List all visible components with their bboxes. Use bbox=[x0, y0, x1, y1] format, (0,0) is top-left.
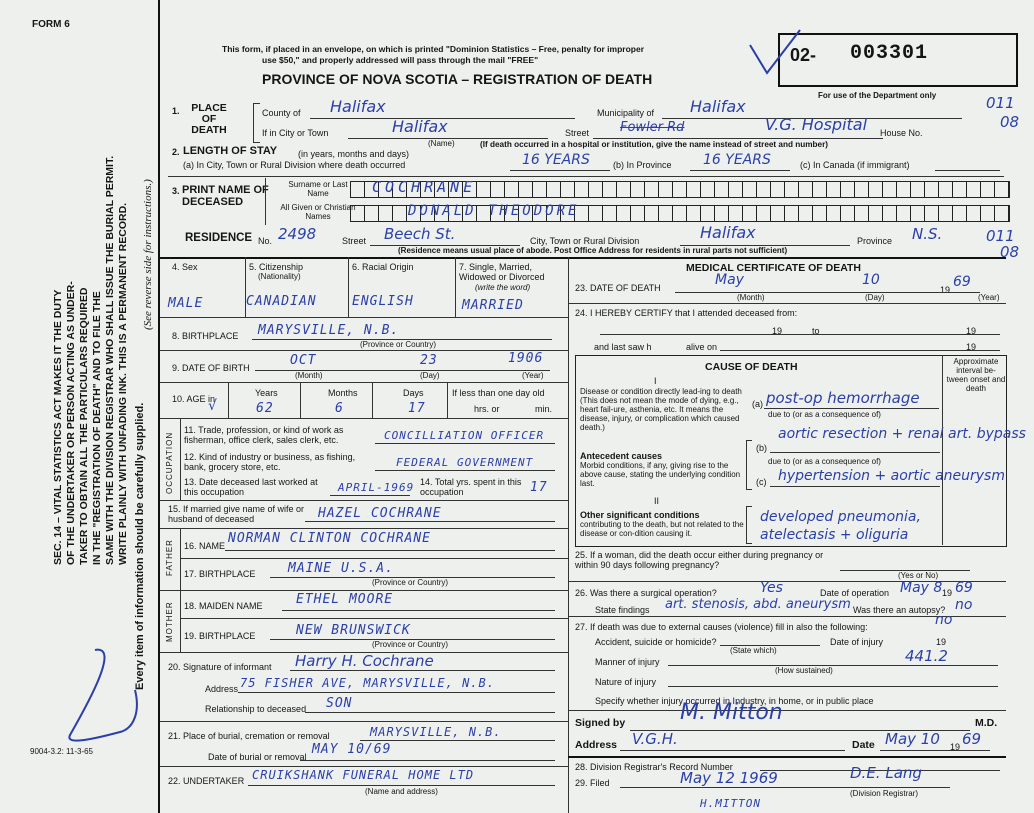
injury-year-prefix: 19 bbox=[936, 637, 947, 647]
department-use-label: For use of the Department only bbox=[818, 91, 937, 100]
father-section-label: FATHER bbox=[165, 539, 174, 576]
hospital-note: (If death occurred in a hospital or institution, give the name instead of street and number) bbox=[480, 140, 829, 149]
relationship-value: SON bbox=[326, 696, 353, 711]
marital-sub: (write the word) bbox=[475, 283, 531, 292]
other-conditions-value: developed pneumonia, atelectasis + oliguria bbox=[760, 509, 921, 543]
age-months-label: Months bbox=[328, 388, 358, 398]
birthplace-caption: (Province or Country) bbox=[360, 340, 437, 349]
margin-code-2: 08 bbox=[1000, 113, 1020, 131]
municipality-value: Halifax bbox=[690, 97, 746, 116]
findings-label: State findings bbox=[595, 605, 650, 615]
dob-label: 9. DATE OF BIRTH bbox=[172, 363, 250, 373]
stay-number: 2. bbox=[172, 147, 180, 157]
dod-label: 23. DATE OF DEATH bbox=[575, 283, 661, 293]
part-two-numeral: II bbox=[654, 496, 660, 506]
last-worked-label: 13. Date deceased last worked at this occupation bbox=[184, 477, 318, 497]
stay-a-value: 16 YEARS bbox=[522, 152, 590, 168]
residence-no-label: No. bbox=[258, 236, 273, 246]
form-title: PROVINCE OF NOVA SCOTIA – REGISTRATION OF DEATH bbox=[262, 71, 653, 87]
residence-province-value: N.S. bbox=[912, 225, 943, 243]
direct-cause-label: Disease or condition directly lead-ing to death (This does not mean the mode of dying, e.g., heart fail-ure, asthenia, etc. It means the disease, injury, or complication which caused death.) bbox=[580, 387, 742, 432]
cause-b-label: (b) bbox=[756, 443, 767, 453]
residence-label: RESIDENCE bbox=[185, 232, 253, 244]
name-caption: (Name) bbox=[428, 139, 455, 148]
mother-birthplace-caption: (Province or Country) bbox=[372, 640, 449, 649]
filed-date-value: May 12 1969 bbox=[680, 769, 778, 787]
surname-label: Surname or Last Name bbox=[288, 180, 348, 198]
physician-address-value: V.G.H. bbox=[632, 730, 678, 748]
hrs-label: hrs. or bbox=[474, 404, 500, 414]
findings-value: art. stenosis, abd. aneurysm bbox=[665, 597, 851, 612]
age-label: 10. AGE in bbox=[172, 394, 216, 404]
mother-birthplace-value: NEW BRUNSWICK bbox=[296, 623, 411, 638]
age-years-value: 62 bbox=[256, 401, 274, 416]
last-saw-19: 19 bbox=[966, 342, 977, 352]
dob-month-caption: (Month) bbox=[295, 371, 323, 380]
birthplace-value: MARYSVILLE, N.B. bbox=[258, 323, 400, 338]
dod-day: 10 bbox=[862, 272, 880, 288]
residence-street-label: Street bbox=[342, 236, 367, 246]
trade-value: CONCILLIATION OFFICER bbox=[384, 429, 545, 442]
other-conditions-desc: contributing to the death, but not related to the disease or con-dition causing it. bbox=[580, 520, 744, 538]
residence-no-value: 2498 bbox=[278, 225, 317, 243]
yes-no-caption: (Yes or No) bbox=[898, 571, 939, 580]
age-days-label: Days bbox=[403, 388, 424, 398]
stay-b-value: 16 YEARS bbox=[703, 152, 771, 168]
due-to-2: due to (or as a consequence of) bbox=[768, 457, 881, 466]
interval-label: Approximate interval be-tween onset and death bbox=[946, 357, 1006, 393]
father-birthplace-label: 17. BIRTHPLACE bbox=[184, 569, 256, 579]
state-which-caption: (State which) bbox=[730, 646, 777, 655]
margin-code-3: 011 bbox=[986, 227, 1015, 245]
length-of-stay-hint: (in years, months and days) bbox=[298, 149, 410, 159]
mother-section-label: MOTHER bbox=[165, 601, 174, 642]
alive-on-label: alive on bbox=[686, 342, 718, 352]
dod-year: 69 bbox=[953, 274, 971, 290]
undertaker-caption: (Name and address) bbox=[365, 787, 438, 796]
op-year-prefix: 19 bbox=[942, 588, 953, 598]
registrar-signature: D.E. Lang bbox=[850, 764, 922, 782]
cause-a-value: post-op hemorrhage bbox=[766, 389, 920, 407]
burial-place-label: 21. Place of burial, cremation or removal bbox=[168, 731, 330, 741]
stay-c-label: (c) In Canada (if immigrant) bbox=[800, 160, 910, 170]
marital-label: 7. Single, Married, Widowed or Divorced bbox=[459, 262, 545, 282]
racial-value: ENGLISH bbox=[352, 294, 414, 309]
place-number: 1. bbox=[172, 106, 180, 116]
physician-signature: M. Mitton bbox=[680, 700, 783, 725]
mother-maiden-label: 18. MAIDEN NAME bbox=[184, 601, 263, 611]
burial-date-label: Date of burial or removal bbox=[208, 752, 307, 762]
pregnancy-question: 25. If a woman, did the death occur either during pregnancy or within 90 days following pregnancy? bbox=[575, 550, 824, 570]
md-label: M.D. bbox=[975, 717, 998, 729]
cause-c-value: hypertension + aortic aneurysm bbox=[778, 468, 1005, 484]
city-town-label: If in City or Town bbox=[262, 128, 329, 138]
father-name-value: NORMAN CLINTON COCHRANE bbox=[228, 531, 432, 546]
city-town-value: Halifax bbox=[392, 117, 448, 136]
given-names-label: All Given or Christian Names bbox=[280, 203, 356, 221]
spouse-label: 15. If married give name of wife or husband of deceased bbox=[168, 504, 305, 524]
dob-day: 23 bbox=[420, 353, 438, 368]
mother-maiden-value: ETHEL MOORE bbox=[296, 592, 394, 607]
record-number-label: 28. Division Registrar's Record Number bbox=[575, 762, 733, 772]
bottom-handwritten-name: H.MITTON bbox=[700, 797, 761, 810]
place-of-death-label: PLACE OF DEATH bbox=[191, 102, 227, 136]
sex-label: 4. Sex bbox=[172, 262, 198, 272]
print-code: 9004-3.2: 11-3-65 bbox=[30, 747, 94, 756]
operation-date-value: May 8 bbox=[900, 580, 943, 596]
place-bracket bbox=[253, 103, 260, 143]
dob-year-caption: (Year) bbox=[522, 371, 544, 380]
dob-day-caption: (Day) bbox=[420, 371, 440, 380]
burial-date-value: MAY 10/69 bbox=[312, 742, 392, 757]
marital-value: MARRIED bbox=[462, 298, 524, 313]
municipality-label: Municipality of bbox=[597, 108, 655, 118]
last-worked-value: APRIL-1969 bbox=[338, 481, 415, 494]
total-years-value: 17 bbox=[530, 480, 548, 495]
margin-code-1: 011 bbox=[986, 94, 1015, 112]
burial-place-value: MARYSVILLE, N.B. bbox=[370, 725, 502, 739]
age-days-value: 17 bbox=[408, 401, 426, 416]
residence-province-label: Province bbox=[857, 236, 893, 246]
sex-value: MALE bbox=[168, 296, 204, 311]
part-one-numeral: I bbox=[654, 376, 657, 386]
signed-date-value: May 10 bbox=[885, 730, 940, 748]
father-birthplace-value: MAINE U.S.A. bbox=[288, 561, 394, 576]
father-birthplace-caption: (Province or Country) bbox=[372, 578, 449, 587]
signed-by-label: Signed by bbox=[575, 717, 626, 729]
name-number: 3. bbox=[172, 186, 180, 196]
signed-date-label: Date bbox=[852, 739, 875, 751]
citizenship-sub: (Nationality) bbox=[258, 272, 301, 281]
residence-note: (Residence means usual place of abode. Post Office Address for residents in rural parts not sufficient) bbox=[398, 246, 788, 255]
registration-prefix: 02- bbox=[790, 45, 817, 65]
age-check: √ bbox=[208, 398, 217, 414]
dod-year-prefix: 19 bbox=[940, 285, 951, 295]
industry-value: FEDERAL GOVERNMENT bbox=[396, 456, 534, 469]
father-name-label: 16. NAME bbox=[184, 541, 226, 551]
min-label: min. bbox=[535, 404, 553, 414]
age-years-label: Years bbox=[255, 388, 278, 398]
margin-code-4: 08 bbox=[1000, 243, 1020, 261]
medical-certificate-title: MEDICAL CERTIFICATE OF DEATH bbox=[686, 262, 861, 274]
code-value: 441.2 bbox=[905, 647, 948, 665]
industry-label: 12. Kind of industry or business, as fishing, bank, grocery store, etc. bbox=[184, 452, 356, 472]
certify-label: 24. I HEREBY CERTIFY that I attended deceased from: bbox=[575, 308, 798, 318]
spouse-value: HAZEL COCHRANE bbox=[318, 506, 442, 521]
certify-19b: 19 bbox=[966, 326, 977, 336]
informant-label: 20. Signature of informant bbox=[168, 662, 272, 672]
undertaker-label: 22. UNDERTAKER bbox=[168, 776, 245, 786]
specify-label: Specify whether injury occurred in Industry, in home, or in public place bbox=[595, 696, 874, 706]
registration-number: 003301 bbox=[850, 42, 929, 65]
supply-note: Every item of information should be carefully supplied. bbox=[134, 402, 146, 690]
filed-label: 29. Filed bbox=[575, 778, 610, 788]
hospital-value: V.G. Hospital bbox=[765, 115, 868, 134]
occupation-section-label: OCCUPATION bbox=[165, 431, 174, 494]
how-sustained-caption: (How sustained) bbox=[775, 666, 833, 675]
signed-year-prefix: 19 bbox=[950, 742, 961, 752]
dob-year: 1906 bbox=[508, 351, 544, 366]
manner-label: Manner of injury bbox=[595, 657, 660, 667]
dod-month: May bbox=[715, 272, 744, 288]
dod-year-caption: (Year) bbox=[978, 293, 1000, 302]
certify-to: to bbox=[812, 326, 820, 336]
birthplace-label: 8. BIRTHPLACE bbox=[172, 331, 239, 341]
informant-address-label: Address bbox=[205, 684, 239, 694]
check-mark bbox=[745, 25, 805, 75]
autopsy-label: Was there an autopsy? bbox=[853, 605, 946, 615]
signed-year-value: 69 bbox=[962, 730, 982, 748]
antecedent-desc: Morbid conditions, if any, giving rise to the above cause, stating the underlying condition last. bbox=[580, 461, 741, 488]
operation-date-label: Date of operation bbox=[820, 588, 890, 598]
surgery-question: 26. Was there a surgical operation? bbox=[575, 588, 717, 598]
length-of-stay-label: LENGTH OF STAY bbox=[183, 145, 278, 157]
cause-a-label: (a) bbox=[752, 399, 763, 409]
informant-signature: Harry H. Cochrane bbox=[295, 652, 434, 670]
nature-label: Nature of injury bbox=[595, 677, 657, 687]
physician-address-label: Address bbox=[575, 739, 618, 751]
mother-birthplace-label: 19. BIRTHPLACE bbox=[184, 631, 256, 641]
external-causes-value: no bbox=[935, 612, 953, 628]
residence-street-value: Beech St. bbox=[384, 225, 456, 243]
autopsy-value: no bbox=[955, 597, 973, 613]
external-causes-label: 27. If death was due to external causes (violence) fill in also the following: bbox=[575, 622, 868, 632]
stay-a-label: (a) In City, Town or Rural Division where death occurred bbox=[183, 160, 406, 170]
dod-day-caption: (Day) bbox=[865, 293, 885, 302]
surname-value: COCHRANE bbox=[372, 178, 477, 196]
due-to-1: due to (or as a consequence of) bbox=[768, 410, 881, 419]
street-struck-value: Fowler Rd bbox=[620, 120, 685, 135]
racial-label: 6. Racial Origin bbox=[352, 262, 414, 272]
print-name-label: PRINT NAME OF DECEASED bbox=[182, 184, 269, 208]
other-conditions-label: Other significant conditions bbox=[580, 510, 700, 520]
antecedent-label: Antecedent causes bbox=[580, 451, 663, 461]
certify-19a: 19 bbox=[772, 326, 783, 336]
form-number: FORM 6 bbox=[32, 19, 70, 30]
mail-notice-line1: This form, if placed in an envelope, on which is printed "Dominion Statistics – Free, penalty for improper bbox=[222, 44, 645, 54]
last-saw-label: and last saw h bbox=[594, 342, 652, 352]
op-year-value: 69 bbox=[955, 580, 973, 596]
residence-city-label: City, Town or Rural Division bbox=[530, 236, 640, 246]
total-years-label: 14. Total yrs. spent in this occupation bbox=[420, 477, 522, 497]
citizenship-label: 5. Citizenship bbox=[249, 262, 304, 272]
margin-handwritten-mark bbox=[60, 640, 155, 750]
relationship-label: Relationship to deceased bbox=[205, 704, 307, 714]
undertaker-value: CRUIKSHANK FUNERAL HOME LTD bbox=[252, 768, 475, 782]
dod-month-caption: (Month) bbox=[737, 293, 765, 302]
county-value: Halifax bbox=[330, 97, 386, 116]
registrar-caption: (Division Registrar) bbox=[850, 789, 919, 798]
less-than-day-label: If less than one day old bbox=[452, 388, 545, 398]
cause-b-value: aortic resection + renal art. bypass bbox=[778, 426, 1026, 442]
stay-b-label: (b) In Province bbox=[613, 160, 672, 170]
house-no-label: House No. bbox=[880, 128, 923, 138]
accident-label: Accident, suicide or homicide? bbox=[595, 637, 717, 647]
informant-address-value: 75 FISHER AVE, MARYSVILLE, N.B. bbox=[240, 676, 495, 690]
citizenship-value: CANADIAN bbox=[246, 294, 317, 309]
left-margin-rule bbox=[158, 0, 160, 813]
county-label: County of bbox=[262, 108, 301, 118]
reverse-side-note: (See reverse side for instructions.) bbox=[142, 179, 154, 330]
street-label: Street bbox=[565, 128, 590, 138]
trade-label: 11. Trade, profession, or kind of work as fisherman, office clerk, sales clerk, etc. bbox=[184, 425, 344, 445]
mail-notice-line2: use $50," and properly addressed will pass through the mail "FREE" bbox=[262, 55, 539, 65]
vital-statistics-act-notice: SEC. 14 – VITAL STATISTICS ACT MAKES IT THE DUTY OF THE UNDERTAKER OR PERSON ACTING AS UNDER- TAKER TO OBTAIN ALL THE PARTICULARS REQUIRED IN THE "REGISTRATION OF DEATH" AND TO FILE THE SAME WITH THE DIVISION REGISTRAR WHO SHALL ISSUE THE BURIAL PERMIT. WRITE PLAINLY WITH UNFADING INK. THIS IS A PERMANENT RECORD. bbox=[52, 155, 129, 565]
given-names-value: DONALD THEODORE bbox=[408, 203, 580, 219]
dob-month: OCT bbox=[290, 353, 317, 368]
age-months-value: 6 bbox=[335, 401, 344, 416]
column-divider bbox=[568, 257, 569, 813]
injury-date-label: Date of injury bbox=[830, 637, 884, 647]
cause-of-death-title: CAUSE OF DEATH bbox=[705, 361, 798, 373]
residence-city-value: Halifax bbox=[700, 223, 756, 242]
cause-c-label: (c) bbox=[756, 477, 767, 487]
surgery-value: Yes bbox=[760, 580, 783, 596]
